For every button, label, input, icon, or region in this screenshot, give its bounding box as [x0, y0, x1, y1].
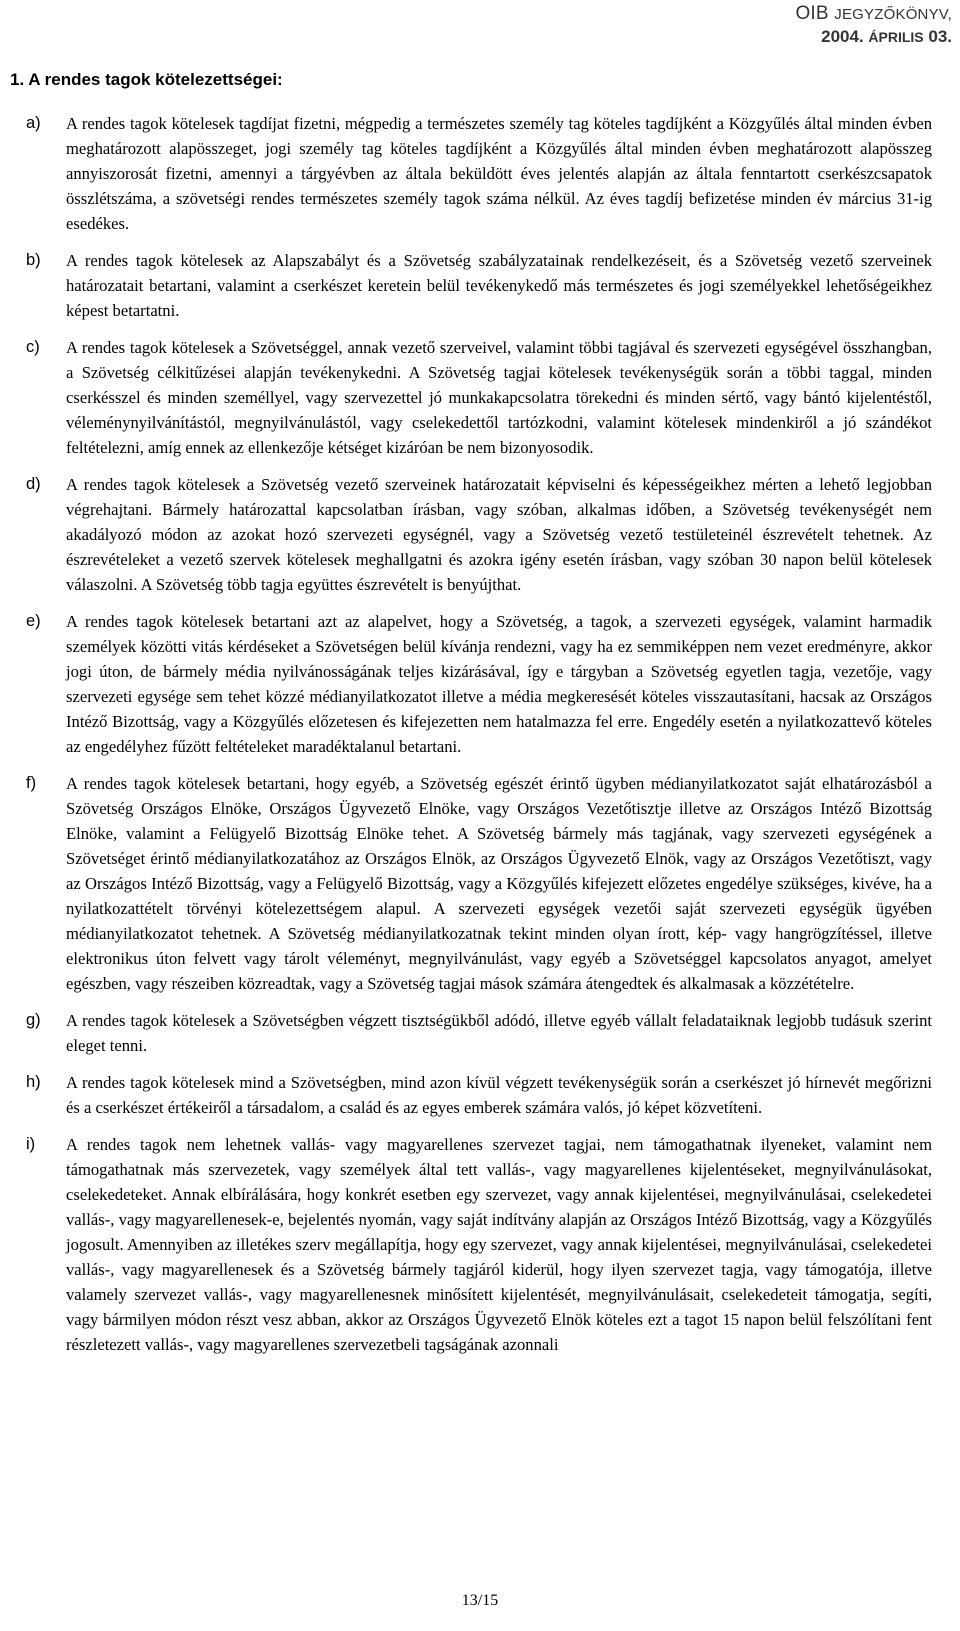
item-marker: e): [26, 612, 41, 630]
item-text: A rendes tagok kötelesek mind a Szövetségben, mind azon kívül végzett tevékenységük során a cserkészet jó hírnevét megőrizni és a cserkészet értékeiről a társadalom, a család és az egyes emberek számára valós, jó képet közvetíteni.: [66, 1073, 932, 1117]
list-item-e: [26, 609, 932, 759]
item-marker: h): [26, 1073, 41, 1091]
page-header: [795, 3, 952, 48]
list-item-g: [26, 1008, 932, 1058]
item-text: A rendes tagok kötelesek betartani, hogy egyéb, a Szövetség egészét érintő ügyben médianyilatkozatot saját elhatározásból a Szövetség Országos Elnöke, Országos Ügyvezető Elnöke, vagy Országos Vezetőtisztje illetve az Országos Intéző Bizottság Elnöke, valamint a Felügyelő Bizottság Elnöke tehet. A Szövetség bármely más tagjának, vagy szervezeti egységének a Szövetséget érintő médianyilatkozatához az Országos Elnök, az Országos Ügyvezető Elnök, vagy az Országos Vezetőtiszt, vagy az Országos Intéző Bizottság, vagy a Felügyelő Bizottság, vagy a Közgyűlés kifejezett előzetes engedélye szükséges, kivéve, ha a nyilatkozattételt törvényi kötelezettségem alapul. A szervezeti egységek vezetői saját szervezeti egységük ügyében médianyilatkozatot tehetnek. A Szövetség médianyilatkozatnak tekint minden olyan írott, kép- vagy hangrögzítéssel, illetve elektronikus úton felvett vagy tárolt véleményt, megnyilvánulást, vagy egyéb a Szövetséggel kapcsolatos anyagot, amelyet egészben, vagy részeiben közreadtak, vagy a Szövetség tagjai mások számára átengedtek és alkalmasak a közzétételre.: [66, 774, 932, 993]
item-marker: b): [26, 251, 41, 269]
item-text: A rendes tagok kötelesek az Alapszabályt és a Szövetség szabályzatainak rendelkezéseit, és a Szövetség vezető szerveinek határozatait betartani, valamint a cserkészet keretein belül tevékenykedő más természetes és jogi személyekkel lehetőségeikhez képest betartatni.: [66, 251, 932, 320]
page-number: 13/15: [461, 1592, 499, 1609]
list-item-b: [26, 248, 932, 323]
item-text: A rendes tagok kötelesek tagdíjat fizetni, mégpedig a természetes személy tag köteles tagdíjként a Közgyűlés által minden évben meghatározott alapösszeget, jogi személy tag köteles tagdíjként a Közgyűlés által minden évben meghatározott alapösszeg annyiszorosát fizetni, amennyi a tárgyévben az általa beküldött éves jelentés alapján az általa fenntartott cserkészcsapatok összlétszáma, a szövetségi rendes természetes személy tagok száma nélkül. Az éves tagdíj befizetése minden év március 31-ig esedékes.: [66, 114, 932, 233]
obligation-list: [26, 111, 932, 1369]
item-text: A rendes tagok kötelesek a Szövetségben végzett tisztségükből adódó, illetve egyéb vállalt feladataiknak legjobb tudásuk szerint eleget tenni.: [66, 1011, 932, 1055]
item-text: A rendes tagok kötelesek betartani azt az alapelvet, hogy a Szövetség, a tagok, a szervezeti egységek, valamint harmadik személyek közötti vitás kérdéseket a Szövetségen belül kívánja rendezni, vagy ha ez semmiképpen nem vezet eredményre, akkor jogi úton, de bármely média nyilvánosságának teljes kizárásával, így e tárgyban a Szövetség egyetlen tagja, vezetője, vagy szervezeti egysége sem tehet közzé médianyilatkozatot illetve a média megkeresését köteles visszautasítani, hacsak az Országos Intéző Bizottság, vagy a Közgyűlés előzetesen és kifejezetten nem hatalmazza fel erre. Engedély esetén a nyilatkozattevő köteles az engedélyhez fűzött feltételeket maradéktalanul betartani.: [66, 612, 932, 756]
item-text: A rendes tagok kötelesek a Szövetség vezető szerveinek határozatait képviselni és képességeikhez mérten a lehető legjobban végrehajtani. Bármely határozattal kapcsolatban írásban, vagy szóban, alkalmas időben, a Szövetség tevékenységét nem akadályozó módon az azokat hozó szervezeti egységnél, vagy a Szövetség vezető testületeinél észrevételt tehetnek. Az észrevételeket a vezető szervek kötelesek meghallgatni és azokra igény esetén írásban, vagy szóban 30 napon belül kötelesek válaszolni. A Szövetség több tagja együttes észrevételt is benyújthat.: [66, 475, 932, 594]
list-item-c: [26, 335, 932, 460]
list-item-a: [26, 111, 932, 236]
list-item-h: [26, 1070, 932, 1120]
list-item-d: [26, 472, 932, 597]
section-title: 1. A rendes tagok kötelezettségei:: [10, 70, 283, 89]
header-day: 03.: [928, 27, 952, 46]
list-item-i: [26, 1132, 932, 1357]
item-text: A rendes tagok nem lehetnek vallás- vagy magyarellenes szervezet tagjai, nem támogathatnak ilyeneket, valamint nem támogathatnak más szervezetek, vagy személyek által tett vallás-, vagy magyarellenes kijelentéseket, megnyilvánulásokat, cselekedeteket. Annak elbírálására, hogy konkrét esetben egy szervezet, vagy annak kijelentései, megnyilvánulásai, cselekedetei vallás-, vagy magyarellenesek-e, bejelentés nyomán, vagy saját indítvány alapján az Országos Intéző Bizottság, vagy a Közgyűlés jogosult. Amennyiben az illetékes szerv megállapítja, hogy egy szervezet, vagy annak kijelentései, megnyilvánulásai, cselekedetei vallás-, vagy magyarellenesek és a Szövetség bármely tagjáról kiderül, hogy ilyen szervezet tagja, vagy támogatója, illetve valamely szervezet vallás-, vagy magyarellenesnek minősített kijelentését, megnyilvánulásait, cselekedeteit támogatja, segíti, vagy bármilyen módon részt vesz abban, akkor az Országos Ügyvezető Elnök köteles ezt a tagot 15 napon belül felszólítani fent részletezett vallás-, vagy magyarellenes szervezetbeli tagságának azonnali: [66, 1135, 932, 1354]
item-marker: i): [26, 1135, 36, 1153]
header-doc-type: JEGYZŐKÖNYV,: [834, 6, 952, 23]
item-marker: d): [26, 475, 41, 493]
list-item-f: [26, 771, 932, 996]
header-year: 2004.: [821, 27, 864, 46]
header-month: ÁPRILIS: [868, 29, 924, 45]
item-marker: g): [26, 1011, 41, 1029]
header-org: OIB: [795, 3, 829, 24]
item-text: A rendes tagok kötelesek a Szövetséggel, annak vezető szerveivel, valamint többi tagjával és szervezeti egységével összhangban, a Szövetség célkitűzései alapján tevékenykedni. A Szövetség tagjai kötelesek tevékenységük során a többi taggal, minden cserkésszel és minden személlyel, vagy szervezettel jó munkakapcsolatra törekedni és minden sértő, vagy bántó kijelentéstől, véleménynyilvánítástól, megnyilvánulástól, vagy cselekedettől tartózkodni, valamint kötelesek mindenkiről a jó szándékot feltételezni, amíg ennek az ellenkezője kétséget kizáróan be nem bizonyosodik.: [66, 338, 932, 457]
item-marker: f): [26, 774, 37, 792]
item-marker: a): [26, 114, 41, 132]
item-marker: c): [26, 338, 40, 356]
